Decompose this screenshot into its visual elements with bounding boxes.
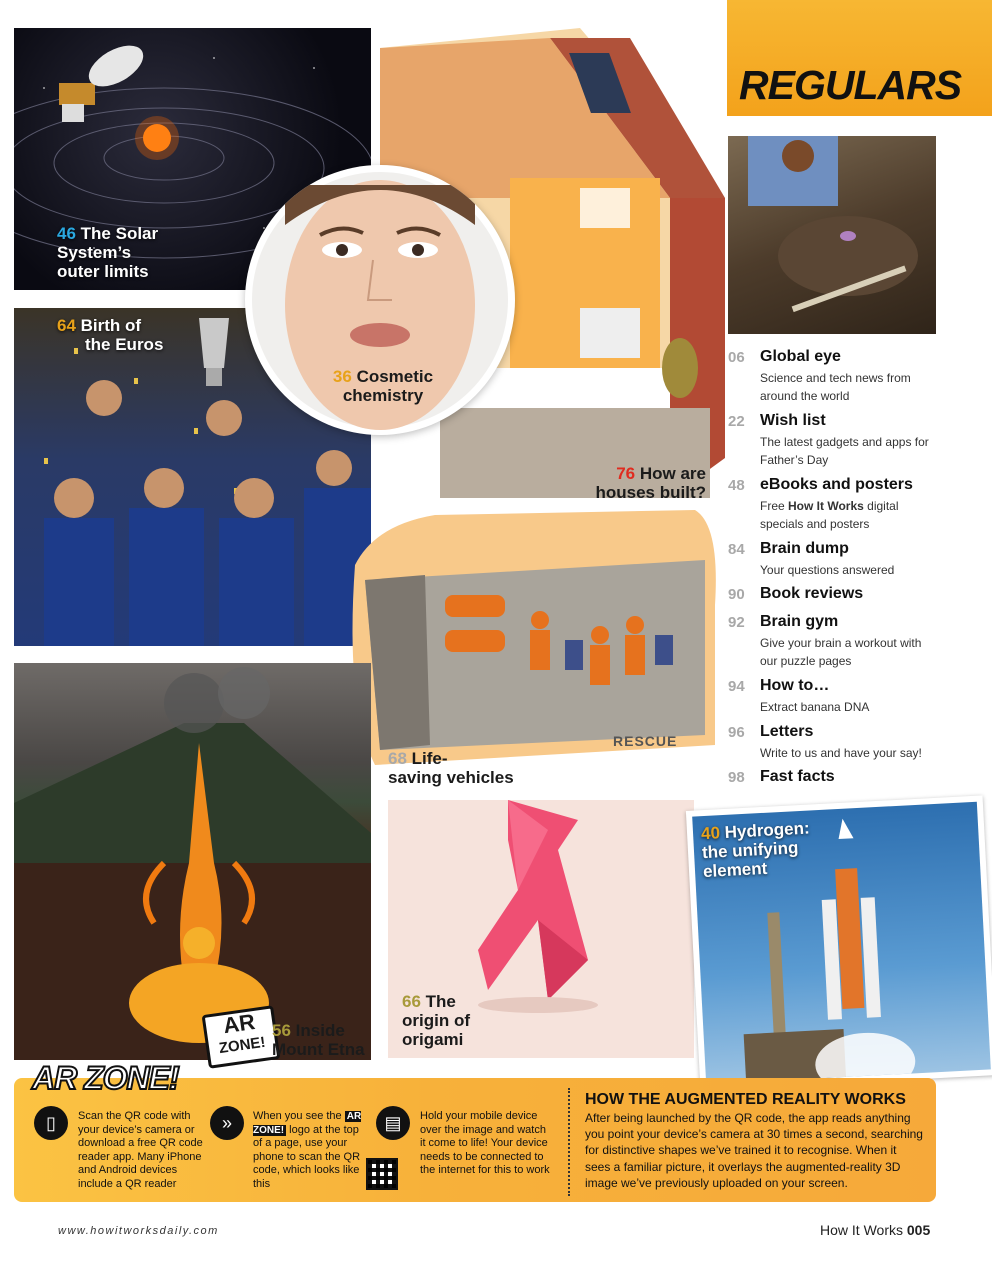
book-icon: ▤ [376,1106,410,1140]
qr-code-icon [366,1158,398,1190]
vehicles-caption [388,749,514,787]
origami-title-line2: origin of [402,1011,470,1030]
regular-description: The latest gadgets and apps for Father’s Day [760,435,929,467]
ar-how-title: HOW THE AUGMENTED REALITY WORKS [585,1091,906,1108]
magazine-name: How It Works [788,499,864,513]
euros-title-line1: Birth of [80,316,142,335]
regular-page-number: 98 [728,769,745,786]
hydrogen-title-line3: element [702,858,768,882]
vehicles-page-number: 68 [388,749,407,768]
regular-page-number: 84 [728,541,745,558]
archaeology-photo [728,136,936,334]
footer-website[interactable]: www.howitworksdaily.com [58,1225,219,1237]
regular-title: Brain dump [760,540,849,557]
regulars-banner [727,0,992,116]
hydrogen-title-line2: the unifying [701,838,799,863]
solar-caption [57,224,158,281]
regular-description: Science and tech news from around the world [760,371,911,403]
regular-description [760,497,935,533]
euros-title-line2: the Euros [85,335,164,354]
ar-how-text: After being launched by the QR code, the app reads anything you point your device’s camera at 30 times a second, searching for distinctive shapes we’ve trained it to recognise. When it sees a familiar picture, it overlays the augmented-reality 3D image we’ve previously uploaded on your screen. [585,1111,923,1190]
regular-title: Global eye [760,348,841,365]
vehicles-title-line2: saving vehicles [388,768,514,787]
houses-page-number: 76 [616,464,636,483]
houses-caption [591,464,706,502]
ar-badge-line1: AR [221,1009,257,1039]
hydrogen-page-number: 40 [700,823,721,844]
etna-volcano-illustration [14,663,371,1060]
regular-title: Letters [760,723,814,740]
cosmetic-title-line1: Cosmetic [356,367,434,386]
ar-zone-panel [14,1060,936,1202]
regulars-title: REGULARS [739,62,962,108]
euros-caption [57,316,163,354]
regular-title: eBooks and posters [760,476,913,493]
regular-description: Extract banana DNA [760,700,870,714]
regular-title: Brain gym [760,613,839,630]
houses-title-line2: houses built? [595,483,706,502]
euros-page-number: 64 [57,316,76,335]
ar-zone-inline-logo: AR ZONE! [253,1111,362,1136]
rescue-vehicle-illustration [335,505,725,785]
phone-icon: ▯ [34,1106,68,1140]
regular-page-number: 48 [728,477,745,494]
regular-page-number: 90 [728,586,745,603]
origami-title-line1: The [425,992,456,1011]
etna-page-number: 56 [272,1021,291,1040]
solar-title-line2: System’s [57,243,132,262]
ar-divider [568,1088,570,1196]
etna-title-line2: Mount Etna [272,1040,365,1059]
regular-description-suffix: digital specials and posters [760,499,899,531]
hydrogen-caption [701,819,812,882]
cosmetic-caption [327,367,439,405]
regular-page-number: 96 [728,724,745,741]
regular-page-number: 22 [728,413,745,430]
ar-zone-badge [202,1005,281,1068]
solar-title-line1: The Solar [80,224,159,243]
ar-step-2-prefix: When you see the [253,1110,342,1122]
houses-title-line1: How are [639,464,706,483]
ar-logo-icon: » [210,1106,244,1140]
footer-page-info [820,1222,930,1238]
regular-description-prefix: Free [760,499,789,513]
ar-step-3: Hold your mobile device over the image and watch it come to life! Your device needs to be connected to the internet for this to work [420,1110,550,1177]
regular-description: Give your brain a workout with our puzzle pages [760,636,922,668]
regular-page-number: 92 [728,614,745,631]
ar-step-2-suffix: logo at the top of a page, use your phone to scan the QR code, which looks like this [253,1123,361,1190]
cosmetic-title-line2: chemistry [342,386,424,405]
origami-title-line3: origami [402,1030,464,1049]
regular-description: Write to us and have your say! [760,746,922,760]
regular-title: How to… [760,677,830,694]
ar-zone-title: AR ZONE! [32,1060,179,1096]
cosmetic-page-number: 36 [332,367,352,386]
shuttle-photo [686,795,992,1090]
origami-page-number: 66 [402,992,421,1011]
regular-title: Wish list [760,412,826,429]
solar-title-line3: outer limits [57,262,149,281]
ar-step-1: Scan the QR code with your device’s camera or download a free QR code reader app. Many iPhone and Android devices include a QR reader [78,1110,203,1190]
regular-title: Book reviews [760,585,864,602]
solar-page-number: 46 [57,224,76,243]
ar-step-2 [253,1110,365,1192]
regular-page-number: 06 [728,349,745,366]
regular-title: Fast facts [760,768,835,785]
page-number: 005 [906,1222,931,1238]
vehicles-title-line1: Life- [411,749,448,768]
hydrogen-title-line1: Hydrogen: [724,818,811,842]
etna-caption [272,1021,365,1059]
etna-title-line1: Inside [295,1021,345,1040]
ar-badge-line2: ZONE! [217,1033,267,1058]
origami-caption [402,992,470,1049]
regular-page-number: 94 [728,678,745,695]
footer-magazine-name: How It Works [820,1222,903,1238]
regular-description: Your questions answered [760,563,895,577]
rescue-label: RESCUE [613,733,678,749]
